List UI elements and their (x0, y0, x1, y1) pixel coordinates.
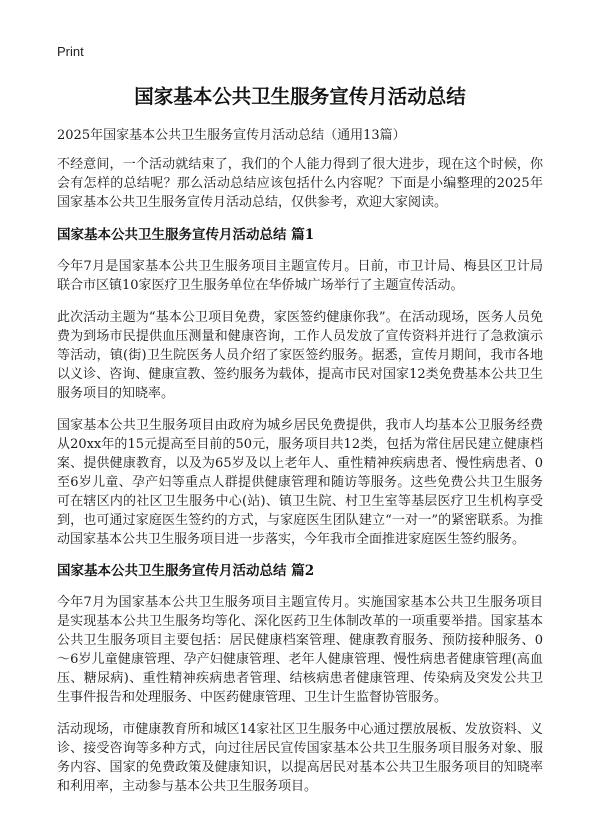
section-heading-2: 国家基本公共卫生服务宣传月活动总结 篇2 (57, 563, 315, 579)
section-1-paragraph-2: 此次活动主题为“基本公卫项目免费，家医签约健康你我”。在活动现场，医务人员免费为到场市民提供血压测量和健康咨询，工作人员发放了宣传资料并进行了急救演示等活动，镇(街)卫生院医务人员介绍了家医签约服务。据悉，宣传月期间，我市各地以义诊、咨询、健康宣教、签约服务为载体，提高市民对国家12类免费基本公共卫生服务项目的知晓率。 (57, 310, 543, 401)
section-1-paragraph-1: 今年7月是国家基本公共卫生服务项目主题宣传月。日前，市卫计局、梅县区卫计局联合市区镇10家医疗卫生服务单位在华侨城广场举行了主题宣传活动。 (57, 259, 543, 293)
print-link[interactable]: Print (57, 44, 84, 59)
section-heading-1: 国家基本公共卫生服务宣传月活动总结 篇1 (57, 227, 315, 243)
section-2-paragraph-2: 活动现场，市健康教育所和城区14家社区卫生服务中心通过摆放展板、发放资料、义诊、接受咨询等多种方式，向过往居民宣传国家基本公共卫生服务项目服务对象、服务内容、国家的免费政策及健康知识，以提高居民对基本公共卫生服务项目的知晓率和利用率，主动参与基本公共卫生服务项目。 (57, 722, 543, 794)
section-2-paragraph-1: 今年7月为国家基本公共卫生服务项目主题宣传月。实施国家基本公共卫生服务项目是实现基本公共卫生服务均等化、深化医药卫生体制改革的一项重要举措。国家基本公共卫生服务项目主要包括：居民健康档案管理、健康教育服务、预防接种服务、0～6岁儿童健康管理、孕产妇健康管理、老年人健康管理、慢性病患者健康管理(高血压、糖尿病)、重性精神疾病患者管理、结核病患者健康管理、传染病及突发公共卫生事件报告和处理服务、中医药健康管理、卫生计生监督协管服务。 (57, 595, 543, 705)
document-subtitle: 2025年国家基本公共卫生服务宣传月活动总结（通用13篇） (57, 128, 406, 143)
intro-paragraph: 不经意间，一个活动就结束了，我们的个人能力得到了很大进步，现在这个时候，你会有怎样的总结呢？那么活动总结应该包括什么内容呢？下面是小编整理的2025年国家基本公共卫生服务宣传月活动总结，仅供参考，欢迎大家阅读。 (57, 157, 543, 210)
section-1-paragraph-3: 国家基本公共卫生服务项目由政府为城乡居民免费提供，我市人均基本公卫服务经费从20xx年的15元提高至目前的50元，服务项目共12类，包括为常住居民建立健康档案、提供健康教育，以及为65岁及以上老年人、重性精神疾病患者、慢性病患者、0至6岁儿童、孕产妇等重点人群提供健康管理和随访等服务。这些免费公共卫生服务可在辖区内的社区卫生服务中心(站)、镇卫生院、村卫生室等基层医疗卫生机构享受到，也可通过家庭医生签约的方式，与家庭医生团队建立“一对一”的紧密联系。为推动国家基本公共卫生服务项目进一步落实，今年我市全面推进家庭医生签约服务。 (57, 418, 543, 547)
page-title: 国家基本公共卫生服务宣传月活动总结 (134, 85, 466, 108)
